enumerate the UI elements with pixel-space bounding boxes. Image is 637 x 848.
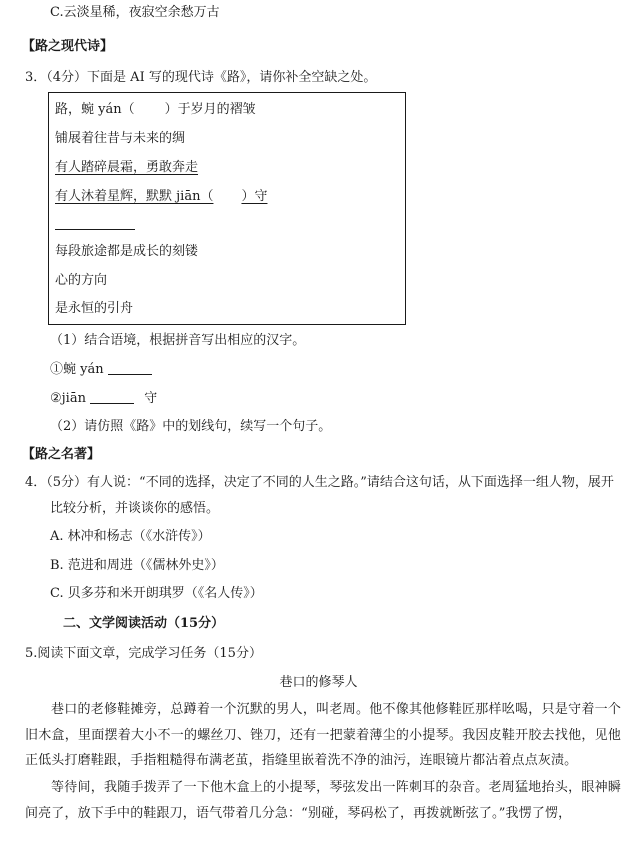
answer-1-blank[interactable] (108, 361, 152, 375)
poem-line-2: 铺展着往昔与未来的绸 (55, 131, 186, 146)
subquestion-2: （2）请仿照《路》中的划线句，续写一个句子。 (50, 419, 332, 434)
poem-box (48, 92, 406, 325)
article-paragraph-1: 巷口的老修鞋摊旁，总蹲着一个沉默的男人，叫老周。他不像其他修鞋匠那样吆喝，只是守着一个旧木盒，里面摆着大小不一的螺丝刀、锉刀，还有一把蒙着薄尘的小提琴。我因皮鞋开胶去找他，见他正低头打磨鞋跟，手指粗糙得布满老茧，指缝里嵌着洗不净的油污，连眼镜片都沾着点点灰渍。 (25, 702, 621, 769)
section-heading-poem: 【路之现代诗】 (22, 39, 114, 54)
poem-line-1-start: 路，蜿 yán（ (55, 102, 135, 117)
option-b: B. 范进和周进（《儒林外史》） (50, 558, 224, 573)
poem-line-1-end: ）于岁月的褶皱 (164, 102, 256, 117)
subquestion-1: （1）结合语境，根据拼音写出相应的汉字。 (50, 333, 306, 348)
option-a: A. 林冲和杨志（《水浒传》） (50, 529, 211, 544)
section-heading-classics: 【路之名著】 (22, 447, 101, 462)
answer-2-row (50, 390, 157, 408)
answer-1-row (50, 361, 152, 379)
answer-2-label: ②jiān (50, 391, 86, 406)
article-paragraph-2: 等待间，我随手拨弄了一下他木盒上的小提琴，琴弦发出一阵刺耳的杂音。老周猛地抬头，眼神瞬间亮了，放下手中的鞋跟刀，语气带着几分急：“别碰，琴码松了，再拨就断弦了。”我愣了愣， (25, 780, 621, 821)
answer-2-suffix: 守 (144, 391, 158, 406)
poem-line-3-underlined: 有人踏碎晨霜，勇敢奔走 (55, 160, 199, 175)
poem-line-4-underlined (55, 188, 267, 206)
poem-line-5: 每段旅途都是成长的刻镂 (55, 244, 199, 259)
article-title: 巷口的修琴人 (279, 675, 358, 690)
answer-1-label: ①蜿 yán (50, 362, 104, 377)
poem-line-4-start: 有人沐着星辉，默默 jiān（ (55, 189, 214, 204)
answer-2-blank[interactable] (90, 390, 134, 404)
poem-line-1 (55, 101, 256, 119)
poem-line-7: 是永恒的引舟 (55, 301, 134, 316)
question-4-prompt-line-1: 4．（5分）有人说：“不同的选择，决定了不同的人生之路。”请结合这句话，从下面选择一组人物，展开 (25, 475, 614, 490)
question-3-prompt: 3．（4分）下面是 AI 写的现代诗《路》，请你补全空缺之处。 (25, 70, 377, 85)
option-c-text: C.云淡星稀，夜寂空余愁万古 (50, 5, 220, 20)
question-5-prompt: 5.阅读下面文章，完成学习任务（15分） (25, 646, 262, 661)
question-4-prompt-line-2: 比较分析，并谈谈你的感悟。 (50, 501, 220, 516)
part-2-heading: 二、文学阅读活动（15分） (63, 616, 225, 631)
option-c: C. 贝多芬和米开朗琪罗（《名人传》） (50, 586, 263, 601)
poem-line-6: 心的方向 (55, 273, 108, 288)
poem-line-4-end: ）守 (241, 189, 268, 204)
poem-blank-line (55, 229, 135, 230)
